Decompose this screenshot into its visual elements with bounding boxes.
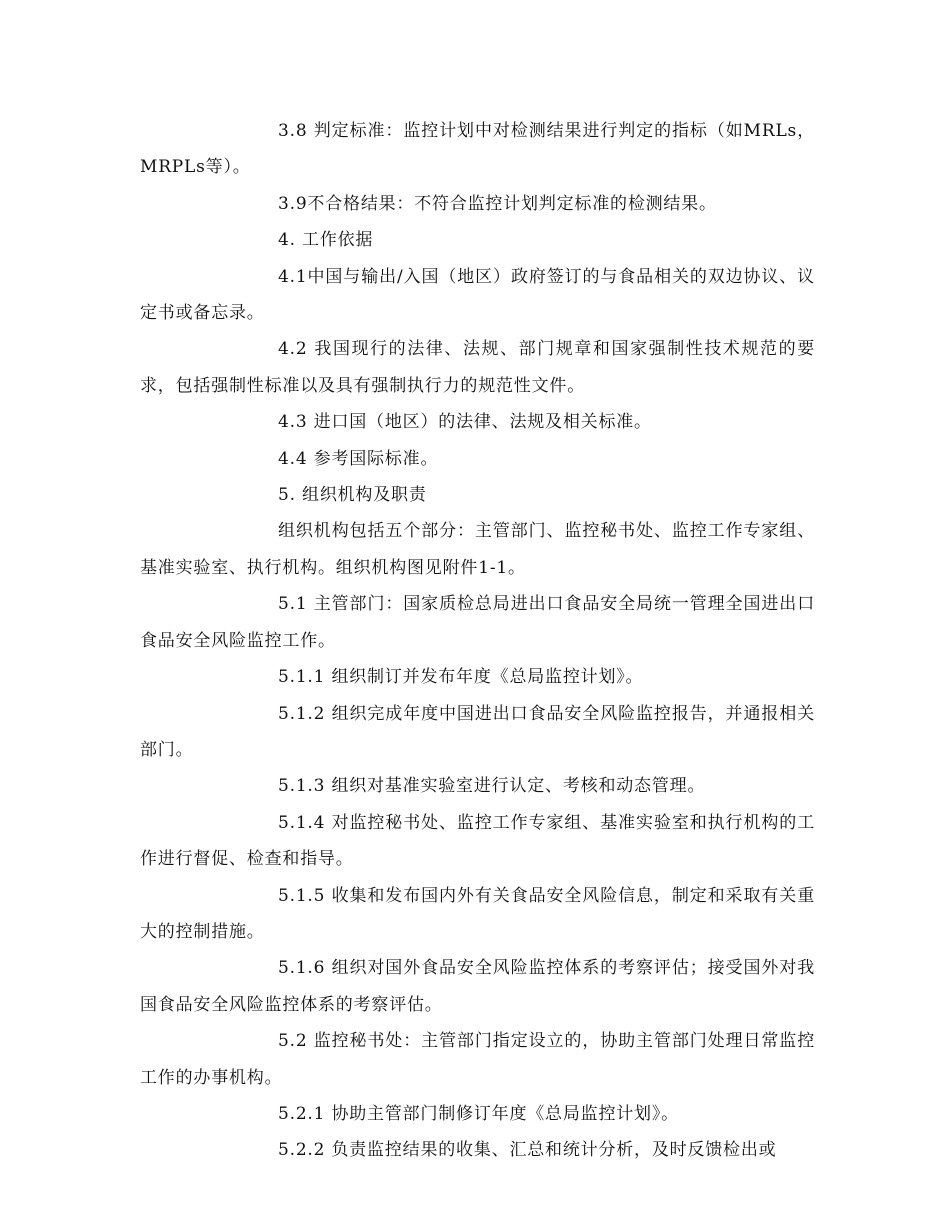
paragraph-5-1-3: 5.1.3 组织对基准实验室进行认定、考核和动态管理。: [278, 776, 706, 797]
paragraph-3-8: 3.8 判定标准：监控计划中对检测结果进行判定的指标（如MRLs，MRPLs等）。: [140, 121, 815, 178]
paragraph-5-1: 5.1 主管部门：国家质检总局进出口食品安全局统一管理全国进出口食品安全风险监控工作。: [140, 594, 815, 651]
paragraph-org-structure: 组织机构包括五个部分：主管部门、监控秘书处、监控工作专家组、基准实验室、执行机构。组织机构图见附件1-1。: [140, 521, 815, 578]
paragraph-5-1-5: 5.1.5 收集和发布国内外有关食品安全风险信息，制定和采取有关重大的控制措施。: [140, 885, 815, 942]
paragraph-4-3: 4.3 进口国（地区）的法律、法规及相关标准。: [278, 412, 652, 433]
paragraph-5-2-2: 5.2.2 负责监控结果的收集、汇总和统计分析，及时反馈检出或: [278, 1140, 777, 1161]
heading-4: 4. 工作依据: [278, 230, 374, 251]
paragraph-4-4: 4.4 参考国际标准。: [278, 448, 439, 469]
heading-5: 5. 组织机构及职责: [278, 485, 427, 506]
paragraph-4-1: 4.1中国与输出/入国（地区）政府签订的与食品相关的双边协议、议定书或备忘录。: [140, 266, 815, 324]
paragraph-5-1-6: 5.1.6 组织对国外食品安全风险监控体系的考察评估；接受国外对我国食品安全风险监控体系的考察评估。: [140, 958, 815, 1015]
paragraph-3-9: 3.9不合格结果：不符合监控计划判定标准的检测结果。: [278, 193, 717, 214]
paragraph-4-2: 4.2 我国现行的法律、法规、部门规章和国家强制性技术规范的要求，包括强制性标准以及具有强制执行力的规范性文件。: [140, 339, 815, 396]
paragraph-5-2: 5.2 监控秘书处：主管部门指定设立的，协助主管部门处理日常监控工作的办事机构。: [140, 1031, 815, 1088]
document-body: [140, 113, 815, 1169]
paragraph-5-1-1: 5.1.1 组织制订并发布年度《总局监控计划》。: [278, 667, 644, 688]
paragraph-5-2-1: 5.2.1 协助主管部门制修订年度《总局监控计划》。: [278, 1103, 679, 1124]
paragraph-5-1-4: 5.1.4 对监控秘书处、监控工作专家组、基准实验室和执行机构的工作进行督促、检查和指导。: [140, 812, 815, 870]
paragraph-5-1-2: 5.1.2 组织完成年度中国进出口食品安全风险监控报告，并通报相关部门。: [140, 703, 815, 760]
